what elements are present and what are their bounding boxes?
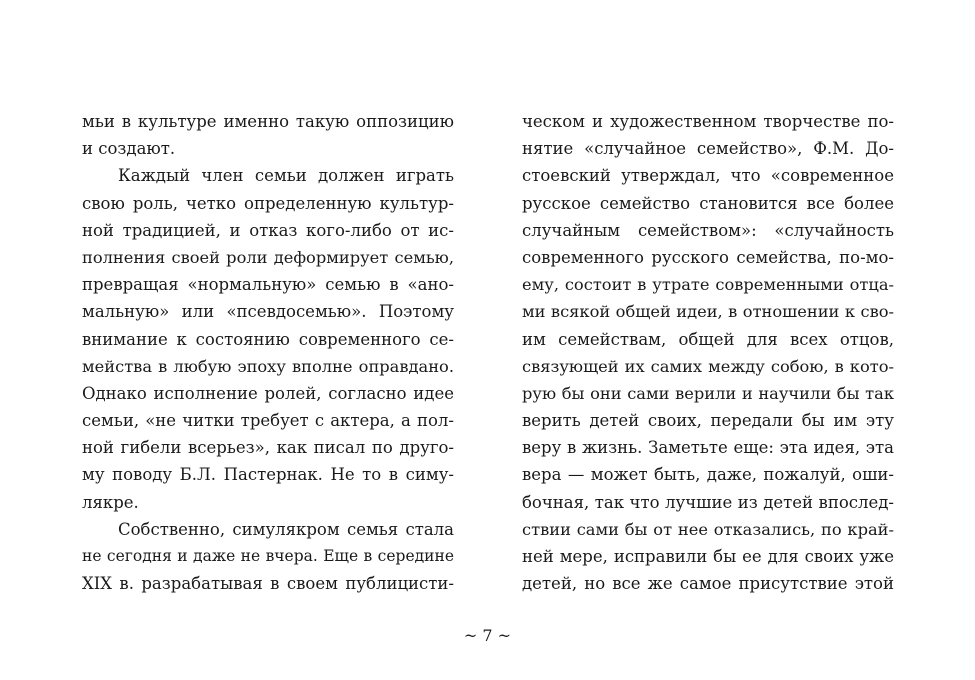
text-line: му поводу Б.Л. Пастернак. Не то в симу- [82,465,454,485]
text-line: им семействам, общей для всех отцов, [522,329,894,349]
text-line: мальную» или «псевдосемью». Поэтому [82,302,454,322]
text-line: вера — может быть, даже, пожалуй, оши- [522,465,894,485]
text-line: XIX в. разрабатывая в своем публицисти- [82,574,454,594]
text-line: ему, состоит в утрате современными отца- [522,275,894,295]
text-line: внимание к состоянию современного се- [82,329,454,349]
text-line: верить детей своих, передали бы им эту [522,411,894,431]
text-line: ной гибели всерьез», как писал по друго- [82,438,454,458]
text-line: полнения своей роли деформирует семью, [82,247,454,267]
right-text-column [522,108,894,597]
text-line: нятие «случайное семейство», Ф.М. До- [522,139,894,159]
text-line: русское семейство становится все более [522,193,894,213]
text-line: бочная, так что лучшие из детей впослед- [522,492,894,512]
text-line: мьи в культуре именно такую оппозицию [82,112,454,131]
text-line: не сегодня и даже не вчера. Еще в середине [82,547,454,565]
text-line: современного русского семейства, по-мо- [522,247,894,267]
text-line: стоевский утверждал, что «современное [522,166,894,186]
page-number: ~ 7 ~ [463,626,512,645]
left-text-column [82,108,454,597]
text-line: ней мере, исправили бы ее для своих уже [522,547,894,566]
text-line: детей, но все же самое присутствие этой [522,574,894,594]
text-line: мейства в любую эпоху вполне оправдано. [82,356,454,376]
text-line: случайным семейством»: «случайность [522,220,894,240]
text-line: ческом и художественном творчестве по- [522,112,894,131]
text-line: ной традицией, и отказ кого-либо от ис- [82,220,454,240]
text-line: рую бы они сами верили и научили бы так [522,383,894,403]
text-line: Каждый член семьи должен играть [118,166,454,186]
text-line: Однако исполнение ролей, согласно идее [82,383,454,403]
text-line: превращая «нормальную» семью в «ано- [82,275,454,295]
text-line: свою роль, четко определенную культур- [82,193,454,213]
text-line: ствии сами бы от нее отказались, по край- [522,519,894,539]
text-line: и создают. [82,139,176,159]
text-line: лякре. [82,492,139,512]
text-line: связующей их самих между собою, в кото- [522,356,894,376]
text-line: Собственно, симулякром семья стала [118,519,454,539]
text-line: ми всякой общей идеи, в отношении к сво- [522,302,894,322]
text-line: веру в жизнь. Заметьте еще: эта идея, эта [522,438,894,458]
text-line: семьи, «не читки требует с актера, а пол- [82,411,454,431]
